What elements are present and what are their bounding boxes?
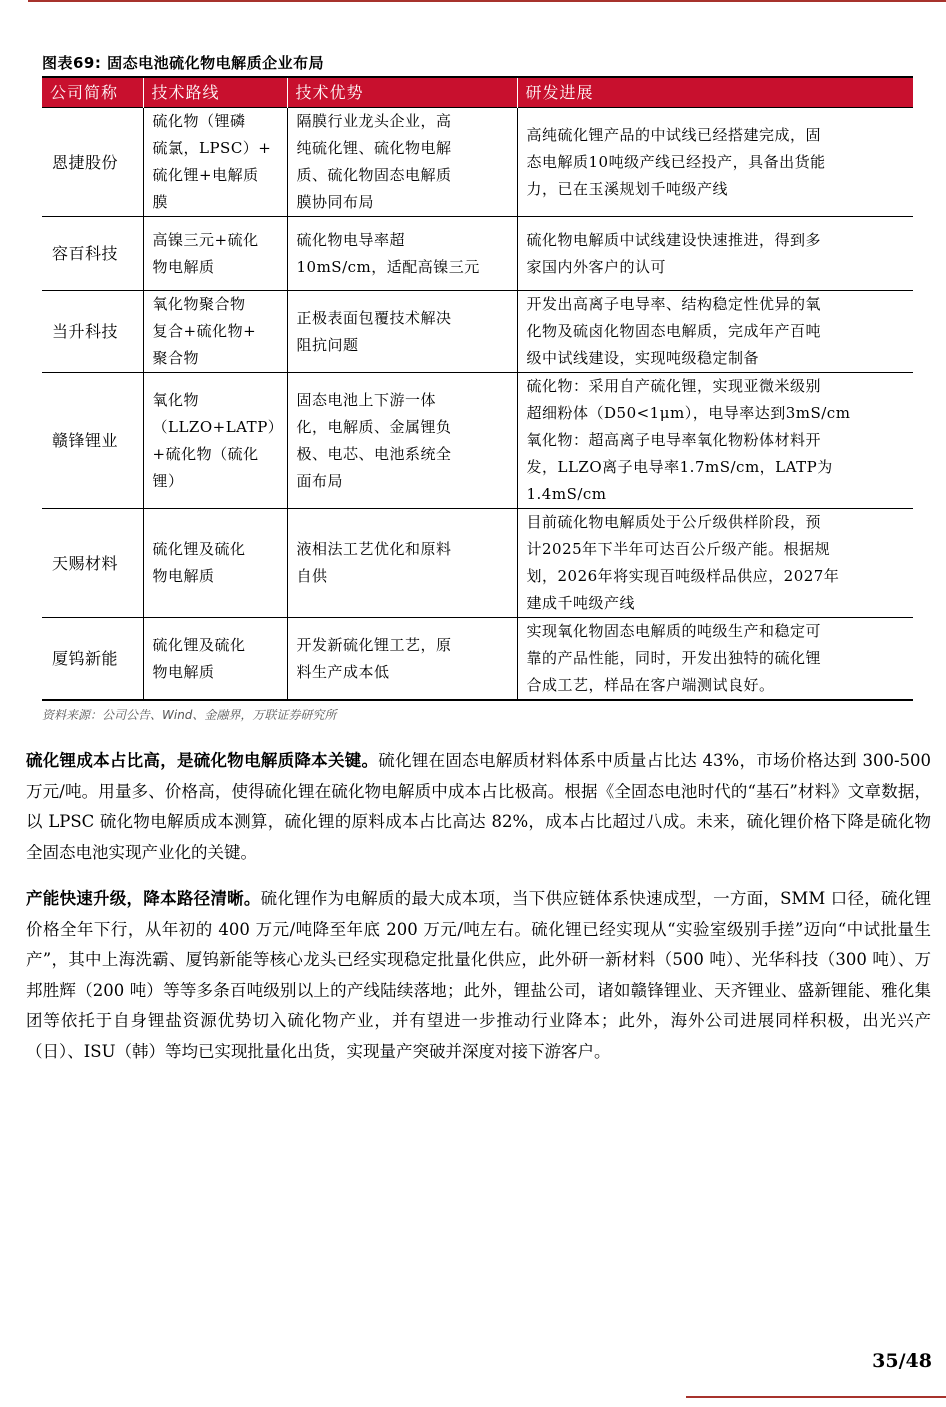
route-cell	[143, 217, 287, 291]
advantage-cell	[287, 509, 517, 618]
progress-cell	[517, 509, 913, 618]
cell-line: 1.4mS/cm	[526, 485, 607, 503]
cell-line: 硫化物电导率超	[296, 230, 406, 249]
route-cell	[143, 291, 287, 373]
cell-line: 硫化物电解质中试线建设快速推进，得到多	[526, 230, 822, 249]
cell-line: 质、硫化物固态电解质	[296, 166, 452, 184]
cell-line: 划，2026年将实现百吨级样品供应，2027年	[526, 567, 840, 585]
cell-line: 聚合物	[152, 349, 200, 367]
company-cell	[42, 217, 143, 291]
table-row	[42, 509, 913, 618]
column-header: 研发进展	[517, 77, 913, 108]
page-number: 35/48	[872, 1350, 932, 1372]
cell-line: 容百科技	[52, 244, 119, 263]
progress-cell	[517, 217, 913, 291]
cell-line: 力，已在玉溪规划千吨级产线	[526, 179, 729, 198]
cell-line: 物电解质	[152, 567, 215, 585]
cell-line: 氧化物	[152, 390, 200, 409]
table-row	[42, 373, 913, 509]
route-cell	[143, 108, 287, 217]
paragraph-lithium-sulfide-cost	[26, 746, 931, 868]
route-cell	[143, 618, 287, 701]
column-header: 技术优势	[287, 77, 517, 108]
cell-line: 正极表面包覆技术解决	[296, 308, 452, 327]
cell-line: 计2025年下半年可达百公斤级产能。根据规	[526, 540, 831, 558]
table-row	[42, 108, 913, 217]
cell-line: 面布局	[296, 471, 344, 490]
enterprise-table	[42, 76, 913, 701]
cell-line: 建成千吨级产线	[526, 594, 636, 612]
cell-line: 实现氧化物固态电解质的吨级生产和稳定可	[526, 622, 822, 640]
cell-line: 硫化物：采用自产硫化锂，实现亚微米级别	[526, 377, 822, 395]
table-header-row	[42, 77, 913, 108]
cell-line: 料生产成本低	[296, 662, 390, 681]
cell-line: 赣锋锂业	[52, 431, 119, 450]
top-rule	[28, 0, 946, 2]
column-header: 技术路线	[143, 77, 287, 108]
company-cell	[42, 618, 143, 701]
cell-line: 纯硫化锂、硫化物电解	[296, 139, 452, 157]
progress-cell	[517, 373, 913, 509]
cell-line: 开发出高离子电导率、结构稳定性优异的氧	[526, 295, 822, 313]
company-cell	[42, 373, 143, 509]
cell-line: 膜	[152, 193, 169, 211]
cell-line: 硫氯，LPSC）+	[152, 139, 272, 157]
cell-line: 硫化锂及硫化	[152, 635, 246, 654]
cell-line: 发，LLZO离子电导率1.7mS/cm，LATP为	[526, 458, 833, 476]
cell-line: 合成工艺，样品在客户端测试良好。	[526, 676, 775, 694]
cell-line: 厦钨新能	[52, 649, 119, 668]
cell-line: 硫化锂及硫化	[152, 540, 246, 558]
cell-line: 高纯硫化锂产品的中试线已经搭建完成，固	[526, 125, 822, 144]
cell-line: 靠的产品性能，同时，开发出独特的硫化锂	[526, 649, 822, 667]
cell-line: 家国内外客户的认可	[526, 257, 667, 276]
cell-line: 10mS/cm，适配高镍三元	[296, 257, 480, 276]
progress-cell	[517, 618, 913, 701]
cell-line: 化，电解质、金属锂负	[296, 417, 452, 436]
figure-caption: 图表69: 固态电池硫化物电解质企业布局	[42, 54, 325, 72]
cell-line: 目前硫化物电解质处于公斤级供样阶段，预	[526, 513, 822, 531]
table-row	[42, 291, 913, 373]
route-cell	[143, 509, 287, 618]
cell-line: 高镍三元+硫化	[152, 230, 259, 249]
column-header: 公司简称	[42, 77, 143, 108]
cell-line: 当升科技	[52, 322, 119, 341]
company-cell	[42, 509, 143, 618]
advantage-cell	[287, 108, 517, 217]
cell-line: 态电解质10吨级产线已经投产，具备出货能	[526, 152, 826, 171]
cell-line: 锂）	[152, 471, 184, 490]
cell-line: 阻抗问题	[296, 335, 359, 354]
advantage-cell	[287, 373, 517, 509]
paragraph-body: 硫化锂作为电解质的最大成本项，当下供应链体系快速成型，一方面，SMM 口径，硫化锂价格全年下行，从年初的 400 万元/吨降至年底 200 万元/吨左右。硫化锂已经实现从“实验室级别手搓”迈向“中试批量生产”，其中上海洗霸、厦钨新能等核心龙头已经实现稳定批量化供应，此外研一新材料（500 吨）、光华科技（300 吨）、万邦胜辉（200 吨）等等多条百吨级别以上的产线陆续落地；此外，锂盐公司，诸如赣锋锂业、天齐锂业、盛新锂能、雅化集团等依托于自身锂盐资源优势切入硫化物产业，并有望进一步推动行业降本；此外，海外公司进展同样积极，出光兴产（日）、ISU（韩）等均已实现批量化出货，实现量产突破并深度对接下游客户。	[26, 889, 932, 1061]
table-row	[42, 217, 913, 291]
cell-line: 固态电池上下游一体	[296, 390, 437, 409]
source-note: 资料来源：公司公告、Wind、金融界，万联证券研究所	[42, 708, 337, 722]
cell-line: 化物及硫卤化物固态电解质，完成年产百吨	[526, 322, 822, 340]
route-cell	[143, 373, 287, 509]
paragraph-body: 硫化锂在固态电解质材料体系中质量占比达 43%，市场价格达到 300-500 万元/吨。用量多、价格高，使得硫化锂在硫化物电解质中成本占比极高。根据《全固态电池时代的“基石”材料》文章数据，以 LPSC 硫化物电解质成本测算，硫化锂的原料成本占比高达 82%，成本占比超过八成。未来，硫化锂价格下降是硫化物全固态电池实现产业化的关键。	[26, 751, 932, 862]
progress-cell	[517, 291, 913, 373]
table-row	[42, 618, 913, 701]
cell-line: +硫化物（硫化	[152, 444, 259, 463]
company-cell	[42, 291, 143, 373]
progress-cell	[517, 108, 913, 217]
cell-line: 超细粉体（D50<1μm），电导率达到3mS/cm	[526, 404, 851, 422]
cell-line: 天赐材料	[52, 553, 119, 573]
advantage-cell	[287, 217, 517, 291]
company-cell	[42, 108, 143, 217]
advantage-cell	[287, 291, 517, 373]
paragraph-lead: 产能快速升级，降本路径清晰。	[26, 889, 261, 908]
cell-line: 物电解质	[152, 257, 215, 276]
cell-line: 复合+硫化物+	[152, 322, 257, 340]
cell-line: 极、电芯、电池系统全	[296, 444, 452, 463]
bottom-rule	[686, 1396, 946, 1398]
paragraph-capacity-upgrade	[26, 884, 931, 1067]
cell-line: 恩捷股份	[52, 152, 119, 172]
cell-line: 硫化锂+电解质	[152, 166, 259, 184]
advantage-cell	[287, 618, 517, 701]
cell-line: 隔膜行业龙头企业，高	[296, 112, 452, 130]
paragraph-lead: 硫化锂成本占比高，是硫化物电解质降本关键。	[26, 751, 379, 770]
cell-line: 氧化物：超高离子电导率氧化物粉体材料开	[526, 431, 822, 449]
cell-line: 氧化物聚合物	[152, 295, 246, 313]
cell-line: （LLZO+LATP）	[152, 417, 284, 436]
cell-line: 膜协同布局	[296, 193, 375, 211]
cell-line: 开发新硫化锂工艺，原	[296, 635, 452, 654]
cell-line: 物电解质	[152, 662, 215, 681]
cell-line: 级中试线建设，实现吨级稳定制备	[526, 349, 760, 367]
cell-line: 液相法工艺优化和原料	[296, 540, 452, 558]
cell-line: 硫化物（锂磷	[152, 112, 246, 130]
cell-line: 自供	[296, 567, 328, 585]
